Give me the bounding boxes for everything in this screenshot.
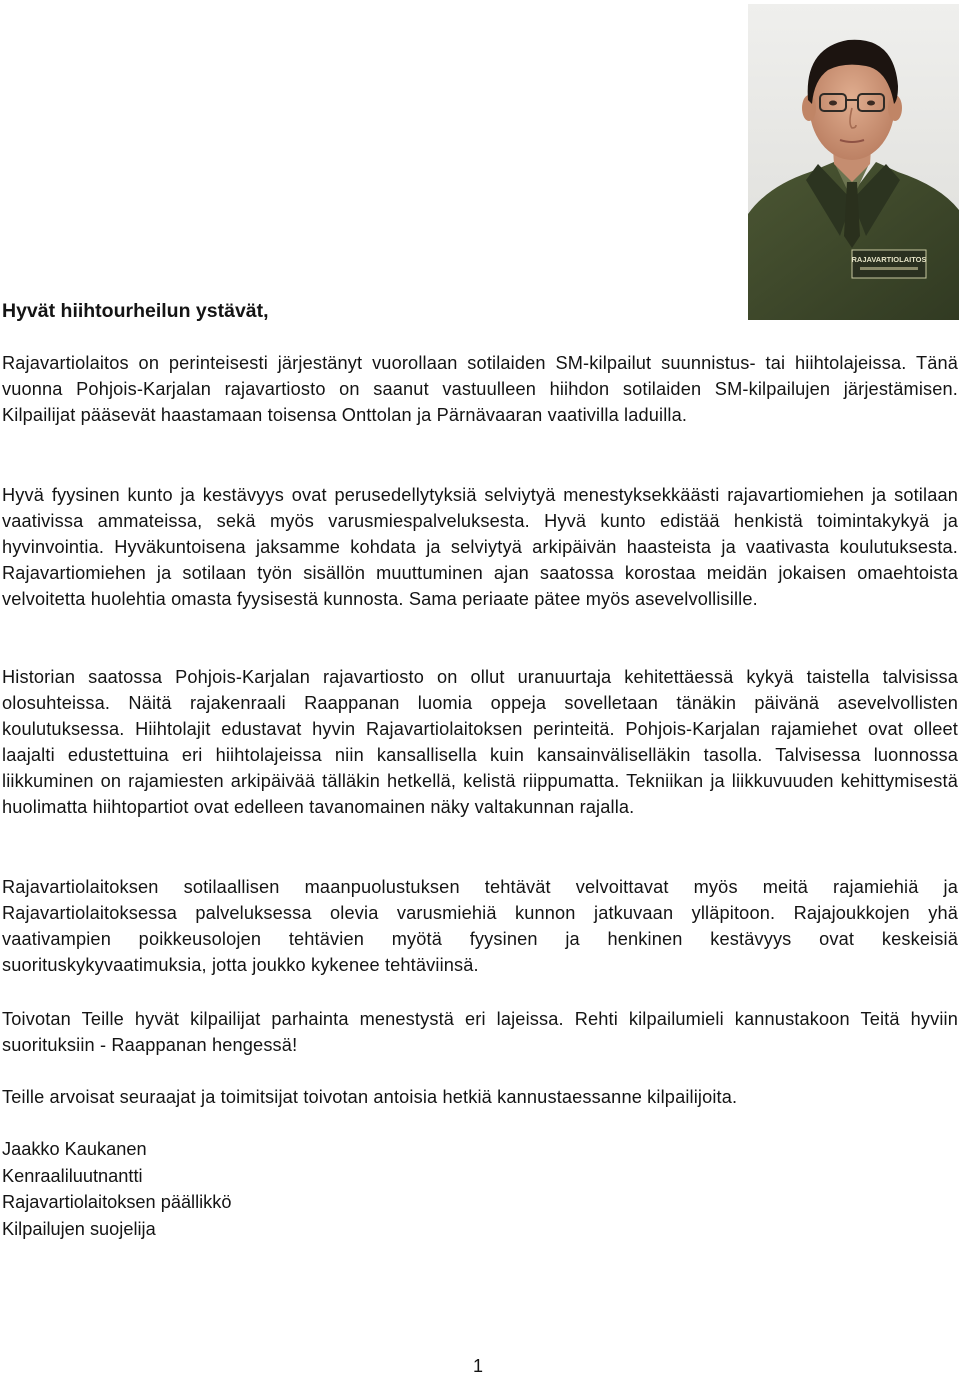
signer-rank: Kenraaliluutnantti — [2, 1165, 143, 1186]
paragraph-1-text: Rajavartiolaitos on perinteisesti järjestänyt vuorollaan sotilaiden SM-kilpailut suunnistus- tai hiihtolajeissa. Tänä vuonna Pohjois-Karjalan rajavartiosto on saanut vastuulleen hiihdon sotilaiden SM-kilpailujen järjestämisen. Kilpailijat pääsevät haastamaan toisensa Onttolan ja Pärnävaaran vaativilla laduilla. — [2, 353, 958, 425]
paragraph-3-text: Historian saatossa Pohjois-Karjalan rajavartiosto on ollut uranuurtaja kehitettäessä kykyä taistella talvisissa olosuhteissa. Näitä rajakenraali Raappanan luomia oppeja sovelletaan tänäkin päivänä asevelvollisten koulutuksessa. Hiihtolajit edustavat hyvin Rajavartiolaitoksen perinteitä. Pohjois-Karjalan rajamiehet ovat olleet laajalti edustettuina eri hiihtolajeissa niin kansallisella kuin kansainväliselläkin tasolla. Talvisessa luonnossa liikkuminen on rajamiesten arkipäivää tälläkin hetkellä, kelistä riippumatta. Tekniikan ja liikkuvuuden kehittymisestä huolimatta hiihtopartiot ovat edelleen tavanomainen näky valtakunnan rajalla. — [2, 667, 958, 817]
paragraph-3 — [2, 664, 958, 820]
paragraph-2 — [2, 482, 958, 612]
paragraph-5-text: Toivotan Teille hyvät kilpailijat parhainta menestystä eri lajeissa. Rehti kilpailumieli kannustakoon Teitä hyviin suorituksiin - Raappanan hengessä! — [2, 1009, 958, 1055]
portrait-photo — [748, 4, 959, 320]
page-number: 1 — [473, 1356, 484, 1376]
paragraph-4 — [2, 874, 958, 978]
portrait-illustration — [748, 4, 959, 320]
paragraph-4-text: Rajavartiolaitoksen sotilaallisen maanpuolustuksen tehtävät velvoittavat myös meitä rajamiehiä ja Rajavartiolaitoksessa palveluksessa olevia varusmiehiä kunnon jatkuvaan ylläpitoon. Rajajoukkojen yhä vaativampien poikkeusolojen tehtävien myötä fyysinen ja henkinen kestävyys ovat keskeisiä suorituskykyvaatimuksia, jotta joukko kykenee tehtäviinsä. — [2, 877, 958, 975]
paragraph-1 — [2, 350, 958, 428]
paragraph-5 — [2, 1006, 958, 1058]
paragraph-6-text: Teille arvoisat seuraajat ja toimitsijat toivotan antoisia hetkiä kannustaessanne kilpailijoita. — [2, 1087, 738, 1107]
signer-position: Rajavartiolaitoksen päällikkö — [2, 1192, 232, 1212]
signature-block — [2, 1136, 231, 1242]
signer-role: Kilpailujen suojelija — [2, 1218, 156, 1239]
paragraph-6 — [2, 1084, 958, 1110]
signer-name: Jaakko Kaukanen — [2, 1139, 147, 1159]
paragraph-2-text: Hyvä fyysinen kunto ja kestävyys ovat perusedellytyksiä selviytyä menestyksekkäästi rajavartiomiehen ja sotilaan vaativissa ammateissa, sekä myös varusmiespalveluksesta. Hyvä kunto edistää henkistä toimintakykyä ja hyvinvointia. Hyväkuntoisena jaksamme kohdata ja selviytyä arkipäivän haasteista ja vaativasta koulutuksesta. Rajavartiomiehen ja sotilaan työn sisällön muuttuminen ajan saatossa korostaa meidän jokaisen omaehtoista velvoitetta huolehtia omasta fyysisestä kunnosta. Sama periaate pätee myös asevelvollisille. — [2, 485, 958, 609]
letter-greeting: Hyvät hiihtourheilun ystävät, — [2, 300, 269, 322]
uniform-badge-text: RAJAVARTIOLAITOS — [851, 255, 927, 264]
